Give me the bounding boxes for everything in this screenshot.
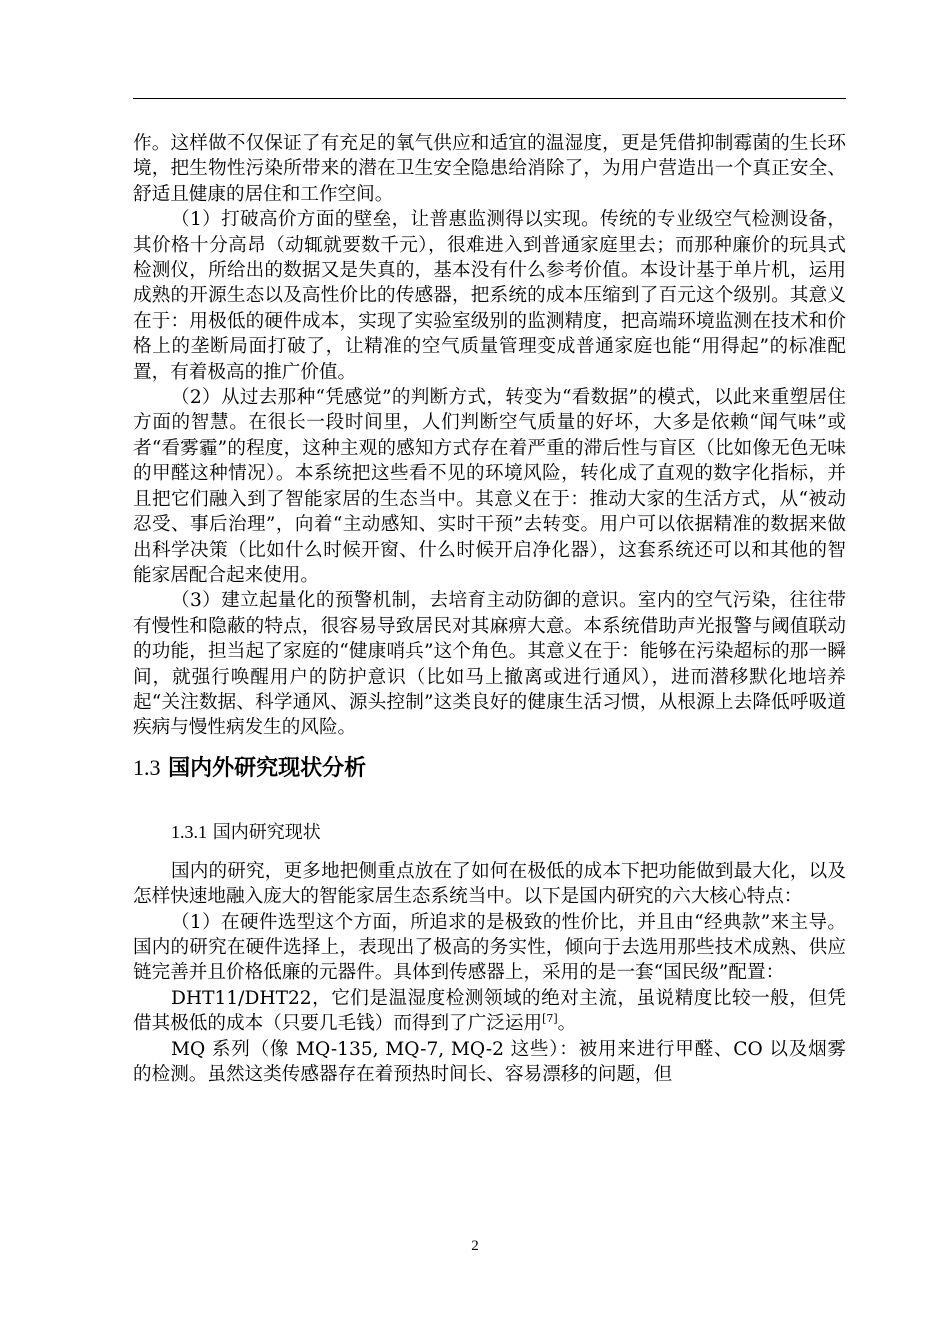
page-number: 2	[471, 1238, 479, 1254]
paragraph-intro: 国内的研究，更多地把侧重点放在了如何在极低的成本下把功能做到最大化，以及怎样快速地融入庞大的智能家居生态系统当中。以下是国内研究的六大核心特点：	[133, 860, 846, 908]
paragraph-dht	[133, 986, 846, 1037]
paragraph-item-3: （3）建立起量化的预警机制，去培育主动防御的意识。室内的空气污染，往往带有慢性和隐蔽的特点，很容易导致居民对其麻痹大意。本系统借助声光报警与阈值联动的功能，担当起了家庭的“健康哨兵”这个角色。其意义在于：能够在污染超标的那一瞬间，就强行唤醒用户的防护意识（比如马上撤离或进行通风），进而潜移默化地培养起“关注数据、科学通风、源头控制”这类良好的健康生活习惯，从根源上去降低呼吸道疾病与慢性病发生的风险。	[133, 590, 846, 739]
subsection-heading	[171, 820, 846, 845]
section-number: 1.3	[133, 754, 161, 780]
dht-text-end: 。	[557, 1013, 577, 1035]
dht-text: DHT11/DHT22，它们是温湿度检测领域的绝对主流，虽说精度比较一般，但凭借其极低的成本（只要几毛钱）而得到了广泛运用	[133, 987, 846, 1035]
citation-7: [7]	[542, 1012, 558, 1025]
paragraph-item-1: （1）打破高价方面的壁垒，让普惠监测得以实现。传统的专业级空气检测设备，其价格十分高昂（动辄就要数千元），很难进入到普通家庭里去；而那种廉价的玩具式检测仪，所给出的数据又是失真的，基本没有什么参考价值。本设计基于单片机，运用成熟的开源生态以及高性价比的传感器，把系统的成本压缩到了百元这个级别。其意义在于：用极低的硬件成本，实现了实验室级别的监测精度，把高端环境监测在技术和价格上的垄断局面打破了，让精准的空气质量管理变成普通家庭也能“用得起”的标准配置，有着极高的推广价值。	[133, 209, 846, 383]
header-rule	[133, 98, 846, 99]
section-title: 国内外研究现状分析	[168, 755, 367, 781]
paragraph-continuation: 作。这样做不仅保证了有充足的氧气供应和适宜的温湿度，更是凭借抑制霉菌的生长环境，把生物性污染所带来的潜在卫生安全隐患给消除了，为用户营造出一个真正安全、舒适且健康的居住和工作空间。	[133, 133, 846, 205]
subsection-title: 国内研究现状	[212, 821, 321, 843]
paragraph-feature-1: （1）在硬件选型这个方面，所追求的是极致的性价比，并且由“经典款”来主导。国内的研究在硬件选择上，表现出了极高的务实性，倾向于去选用那些技术成熟、供应链完善并且价格低廉的元器件。具体到传感器上，采用的是一套“国民级”配置：	[133, 911, 846, 984]
paragraph-item-2: （2）从过去那种“凭感觉”的判断方式，转变为“看数据”的模式，以此来重塑居住方面的智慧。在很长一段时间里，人们判断空气质量的好坏，大多是依赖“闻气味”或者“看雾霾”的程度，这种主观的感知方式存在着严重的滞后性与盲区（比如像无色无味的甲醛这种情况）。本系统把这些看不见的环境风险，转化成了直观的数字化指标，并且把它们融入到了智能家居的生态当中。其意义在于：推动大家的生活方式，从“被动忍受、事后治理”，向着“主动感知、实时干预”去转变。用户可以依据精准的数据来做出科学决策（比如什么时候开窗、什么时候开启净化器），这套系统还可以和其他的智能家居配合起来使用。	[133, 387, 846, 586]
subsection-number: 1.3.1	[171, 821, 207, 842]
section-heading	[133, 753, 846, 784]
page-body	[133, 131, 846, 1087]
paragraph-mq: MQ 系列（像 MQ-135, MQ-7, MQ-2 这些）：被用来进行甲醛、CO 以及烟雾的检测。虽然这类传感器存在着预热时间长、容易漂移的问题，但	[133, 1038, 846, 1085]
